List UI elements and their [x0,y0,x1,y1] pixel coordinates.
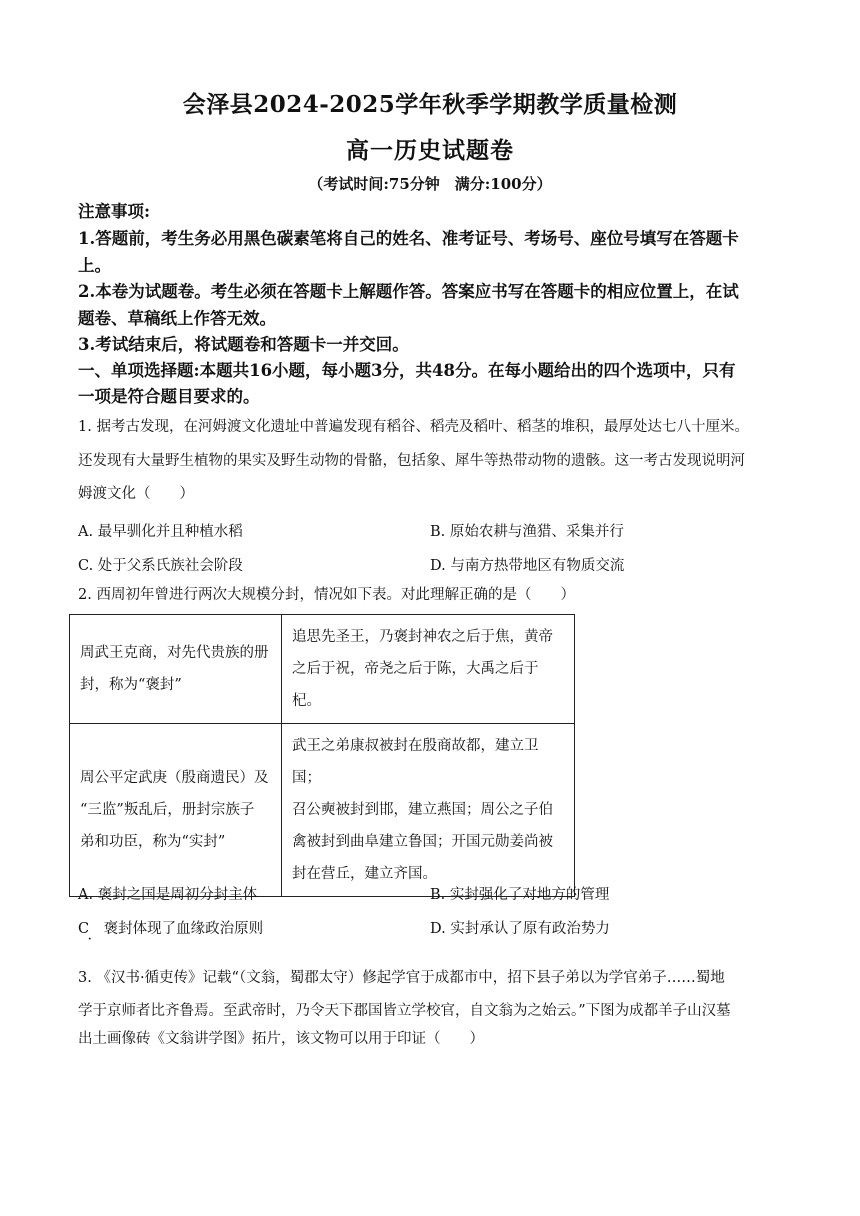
q1-option-a: A. 最早驯化并且种植水稻 [78,524,243,540]
q2-option-d: D. 实封承认了原有政治势力 [430,921,610,937]
q1-option-b: B. 原始农耕与渔猎、采集并行 [430,524,624,540]
q2-option-b: B. 实封强化了对地方的管理 [430,887,610,903]
q3-stem-line-1: 3. 《汉书·循吏传》记载“（文翁，蜀郡太守）修起学官于成都市中，招下县子弟以为学官弟子……蜀地 [78,970,725,986]
notice-item-1-line-1: 1.答题前，考生务必用黑色碳素笔将自己的姓名、准考证号、考场号、座位号填写在答题卡 [78,229,739,248]
q1-stem-line-3: 姆渡文化（ ） [78,486,194,502]
q1-stem-line-2: 还发现有大量野生植物的果实及野生动物的骨骼，包括象、犀牛等热带动物的遗骸。这一考古发现说明河 [78,453,745,469]
q3-stem-line-2: 学于京师者比齐鲁焉。至武帝时，乃令天下郡国皆立学校官，自文翁为之始云。”下图为成都羊子山汉墓 [78,1003,731,1019]
notice-item-1-line-2: 上。 [78,256,111,275]
exam-info: （考试时间:75分钟 满分:100分） [308,175,552,193]
notice-heading: 注意事项: [78,202,151,221]
q2-stem: 2. 西周初年曾进行两次大规模分封，情况如下表。对此理解正确的是（ ） [78,587,575,603]
table-cell: 追思先圣王，乃褒封神农之后于焦，黄帝 之后于祝，帝尧之后于陈，大禹之后于杞。 [282,615,575,724]
notice-item-3: 3.考试结束后，将试题卷和答题卡一并交回。 [78,335,409,354]
table-cell: 武王之弟康叔被封在殷商故都，建立卫国； 召公奭被封到邯，建立燕国；周公之子伯 禽被封到曲阜建立鲁国；开国元勋姜尚被 封在营丘，建立齐国。 [282,724,575,897]
q2-option-a: A. 褒封之国是周初分封主体 [78,887,258,903]
table-cell: 周武王克商，对先代贵族的册 封，称为“褒封” [70,615,282,724]
q3-stem-line-3: 出土画像砖《文翁讲学图》拓片，该文物可以用于印证（ ） [78,1031,484,1047]
exam-subject-title: 高一历史试题卷 [346,137,514,164]
notice-item-2-line-1: 2.本卷为试题卷。考生必须在答题卡上解题作答。答案应书写在答题卡的相应位置上，在试 [78,282,739,301]
q1-option-c: C. 处于父系氏族社会阶段 [78,558,243,574]
q2-enfeoffment-table [69,614,575,897]
q2-option-c: C 褒封体现了血缘政治原则 [78,921,264,937]
q1-stem-line-1: 1. 据考古发现，在河姆渡文化遗址中普遍发现有稻谷、稻壳及稻叶、稻茎的堆积，最厚处达七八十厘米。 [78,419,749,435]
table-cell: 周公平定武庚（殷商遗民）及 “三监”叛乱后，册封宗族子 弟和功臣，称为“实封” [70,724,282,897]
stray-dot-mark: · [88,934,92,945]
notice-item-2-line-2: 题卷、草稿纸上作答无效。 [78,309,276,328]
q1-option-d: D. 与南方热带地区有物质交流 [430,558,625,574]
section-heading-line-1: 一、单项选择题:本题共16小题，每小题3分，共48分。在每小题给出的四个选项中，只有 [78,361,736,380]
table-row [70,615,575,724]
exam-title: 会泽县2024-2025学年秋季学期教学质量检测 [182,91,678,118]
section-heading-line-2: 一项是符合题目要求的。 [78,387,260,406]
table-row [70,724,575,897]
